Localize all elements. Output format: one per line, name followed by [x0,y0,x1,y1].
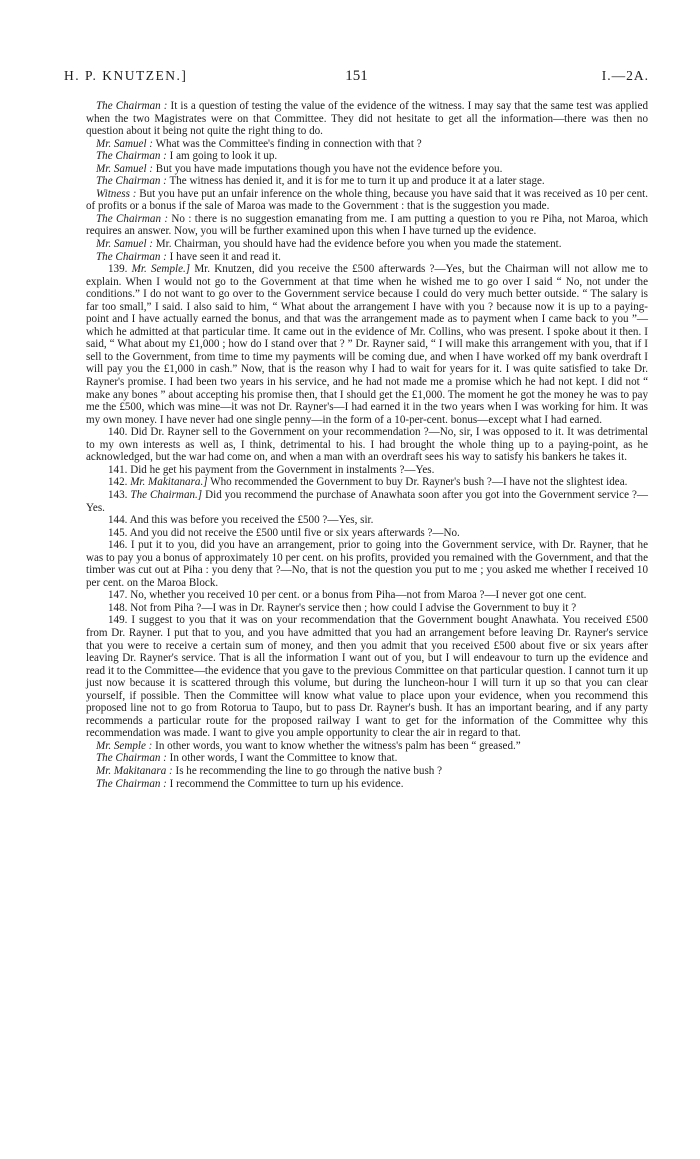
dialogue-paragraph [86,251,648,264]
dialogue-paragraph [86,188,648,213]
paper-reference: I.—2A. [601,68,649,83]
speaker: Mr. Samuel : [96,162,154,175]
question-number: 143. [108,488,131,501]
question-number: 148. [108,601,131,614]
paragraph-text: Is he recommending the line to go through the native bush ? [172,764,443,777]
paragraph-text: But you have put an unfair inference on the whole thing, because you have said that it was received as 10 per cent. of profits or a bonus if the sale of Maroa was made to the Government : that is the suggestion you made. [86,187,648,213]
dialogue-paragraph [86,213,648,238]
paragraph-text: I put it to you, did you have an arrangement, prior to going into the Government service, with Dr. Rayner, that he was to pay you a bonus of approximately 10 per cent. on his profits, provided you remained with the Government, and that the timber was cut out at Piha : you deny that ?—No, that is not the question you put to me ; you asked me whether I received 10 per cent. on the Maroa Block. [86,539,649,589]
dialogue-paragraph [86,163,648,176]
speaker: The Chairman : [96,752,167,765]
paragraph-text: Who recommended the Government to buy Dr. Rayner's bush ?—I have not the slightest idea. [207,476,628,489]
dialogue-paragraph [86,238,648,251]
question-paragraph [86,489,648,514]
paragraph-text: And you did not receive the £500 until five or six years afterwards ?—No. [129,526,460,539]
question-paragraph [86,476,648,489]
question-paragraph [86,514,648,527]
paragraph-text: The witness has denied it, and it is for me to turn it up and produce it at a later stage. [166,175,545,188]
page-header [64,68,649,88]
document-body [86,100,648,790]
paragraph-text: I have seen it and read it. [166,250,281,263]
dialogue-paragraph [86,752,648,765]
dialogue-paragraph [86,150,648,163]
paragraph-text: Did Dr. Rayner sell to the Government on your recommendation ?—No, sir, I was opposed to it. It was detrimental to my own interests as well as, I think, detrimental to his. I had brought the whole thing up to a paying-point, as he acknowledged, but the war had come on, and when a man with an overdraft sees his way to satisfy his bankers he takes it. [86,426,648,464]
paragraph-text: Did he get his payment from the Government in instalments ?—Yes. [130,463,435,476]
speaker: The Chairman : [96,175,167,188]
speaker: The Chairman.] [130,488,203,501]
question-number: 149. [108,614,132,627]
paragraph-text: I recommend the Committee to turn up his evidence. [166,777,404,790]
question-paragraph [86,464,648,477]
speaker: Mr. Samuel : [96,137,154,150]
speaker: Mr. Makitanara.] [130,476,208,489]
paragraph-text: I suggest to you that it was on your recommendation that the Government bought Anawhata. You received £500 from Dr. Rayner. I put that to you, and you have admitted that you had an arrangement before leaving Dr. Rayner's service that you were to receive a certain sum of money, and then you admit that you received £500 about five or six years after leaving Dr. Rayner's service. That is all the information I want out of you, but I will endeavour to turn up the evidence and read it to the Committee—the evidence that you gave to the previous Committee on that particular question. I cannot turn it up just now because it is scattered through this volume, but during the luncheon-hour I will turn it up so that you can clear yourself, if possible. Then the Committee will know what value to place upon your evidence, when you recommend this proposed line not to go from Rotorua to Taupo, but to pass Dr. Rayner's bush. It has an important bearing, and if any party recommends a particular route for the proposed railway I want to get for the information of the Committee why this recommendation was made. I want to give you ample opportunity to clear the air in regard to that. [86,614,648,740]
paragraph-text: In other words, I want the Committee to know that. [166,752,398,765]
dialogue-paragraph [86,740,648,753]
paragraph-text: Mr. Chairman, you should have had the evidence before you when you made the statement. [153,238,562,251]
speaker: The Chairman : [96,212,169,225]
dialogue-paragraph [86,138,648,151]
speaker: The Chairman : [96,250,167,263]
dialogue-paragraph [86,778,648,791]
dialogue-paragraph [86,100,648,138]
question-paragraph [86,589,648,602]
question-number: 141. [108,463,131,476]
speaker: Mr. Makitanara : [96,764,173,777]
paragraph-text: No : there is no suggestion emanating from me. I am putting a question to you re Piha, not Maroa, which requires an answer. Now, you will be further examined upon this when I have turned up the evidence. [86,212,648,238]
paragraph-text: Did you recommend the purchase of Anawhata soon after you got into the Government service ?—Yes. [86,488,648,514]
speaker: The Chairman : [96,777,167,790]
paragraph-text: It is a question of testing the value of the evidence of the witness. I may say that the same test was applied when the two Magistrates were on that Committee. They did not hesitate to get all the information—there was then no question about it being not quite the right thing to do. [86,100,648,138]
question-number: 139. [108,263,132,276]
question-number: 142. [108,476,131,489]
paragraph-text: No, whether you received 10 per cent. or a bonus from Piha—not from Maroa ?—I never got one cent. [130,589,587,602]
question-number: 145. [108,526,130,539]
question-paragraph [86,263,648,426]
paragraph-text: I am going to look it up. [166,150,278,163]
question-number: 147. [108,589,131,602]
question-paragraph [86,527,648,540]
witness-name-header: H. P. KNUTZEN.] [64,68,188,83]
speaker: The Chairman : [96,100,168,112]
question-number: 140. [108,426,131,439]
question-paragraph [86,602,648,615]
paragraph-text: What was the Committee's finding in connection with that ? [153,137,422,150]
dialogue-paragraph [86,175,648,188]
question-number: 144. [108,514,130,527]
speaker: Mr. Semple : [96,739,153,752]
paragraph-text: Mr. Knutzen, did you receive the £500 afterwards ?—Yes, but the Chairman will not allow me to explain. When I would not go to the Government at that time when he wished me to go over I said “ No, not under the conditions.” I do not want to go over to the Government service because I could do very much better outside. “ The salary is far too small,” I said. I also said to him, “ What about the arrangement I have with you ? because now it is up to a paying-point and I have actually earned the bonus, and that was the arrangement made as to payment when I came back to you ”—which he admitted at that particular time. It came out in the evidence of Mr. Collins, who was present. I spoke about it then. I said, “ What about my £1,000 ; how do I stand over that ? ” Dr. Rayner said, “ I will make this arrangement with you, that if I sell to the Government, from time to time my payments will be coming due, and when I have worked off my bank overdraft I will pay you the £1,000 in cash.” Now, that is the reason why I had to wait for years for it. I was quite satisfied to take Dr. Rayner's promise. I had been two years in his service, and he had not made me a promise which he had not kept. I did not “ make any bones ” about accepting his promise then, that I should get the £1,000. The moment he got the money he was to pay me the £500, which was mine—it was not Dr. Rayner's—I had earned it in the two years when I was working for him. It was my own money. I have never had one single penny—in the form of a 10-per-cent. bonus—except what I had earned. [86,263,648,426]
dialogue-paragraph [86,765,648,778]
question-paragraph [86,614,648,739]
question-paragraph [86,539,648,589]
paragraph-text: In other words, you want to know whether the witness's palm has been “ greased.” [152,739,521,752]
question-number: 146. [108,539,131,552]
speaker: Witness : [96,187,137,200]
speaker: The Chairman : [96,150,167,163]
question-paragraph [86,426,648,464]
paragraph-text: And this was before you received the £500 ?—Yes, sir. [129,514,374,527]
paragraph-text: But you have made imputations though you have not the evidence before you. [153,162,503,175]
speaker: Mr. Samuel : [96,238,154,251]
speaker: Mr. Semple.] [131,263,191,276]
page-number: 151 [345,68,368,84]
paragraph-text: Not from Piha ?—I was in Dr. Rayner's service then ; how could I advise the Government to buy it ? [130,601,577,614]
